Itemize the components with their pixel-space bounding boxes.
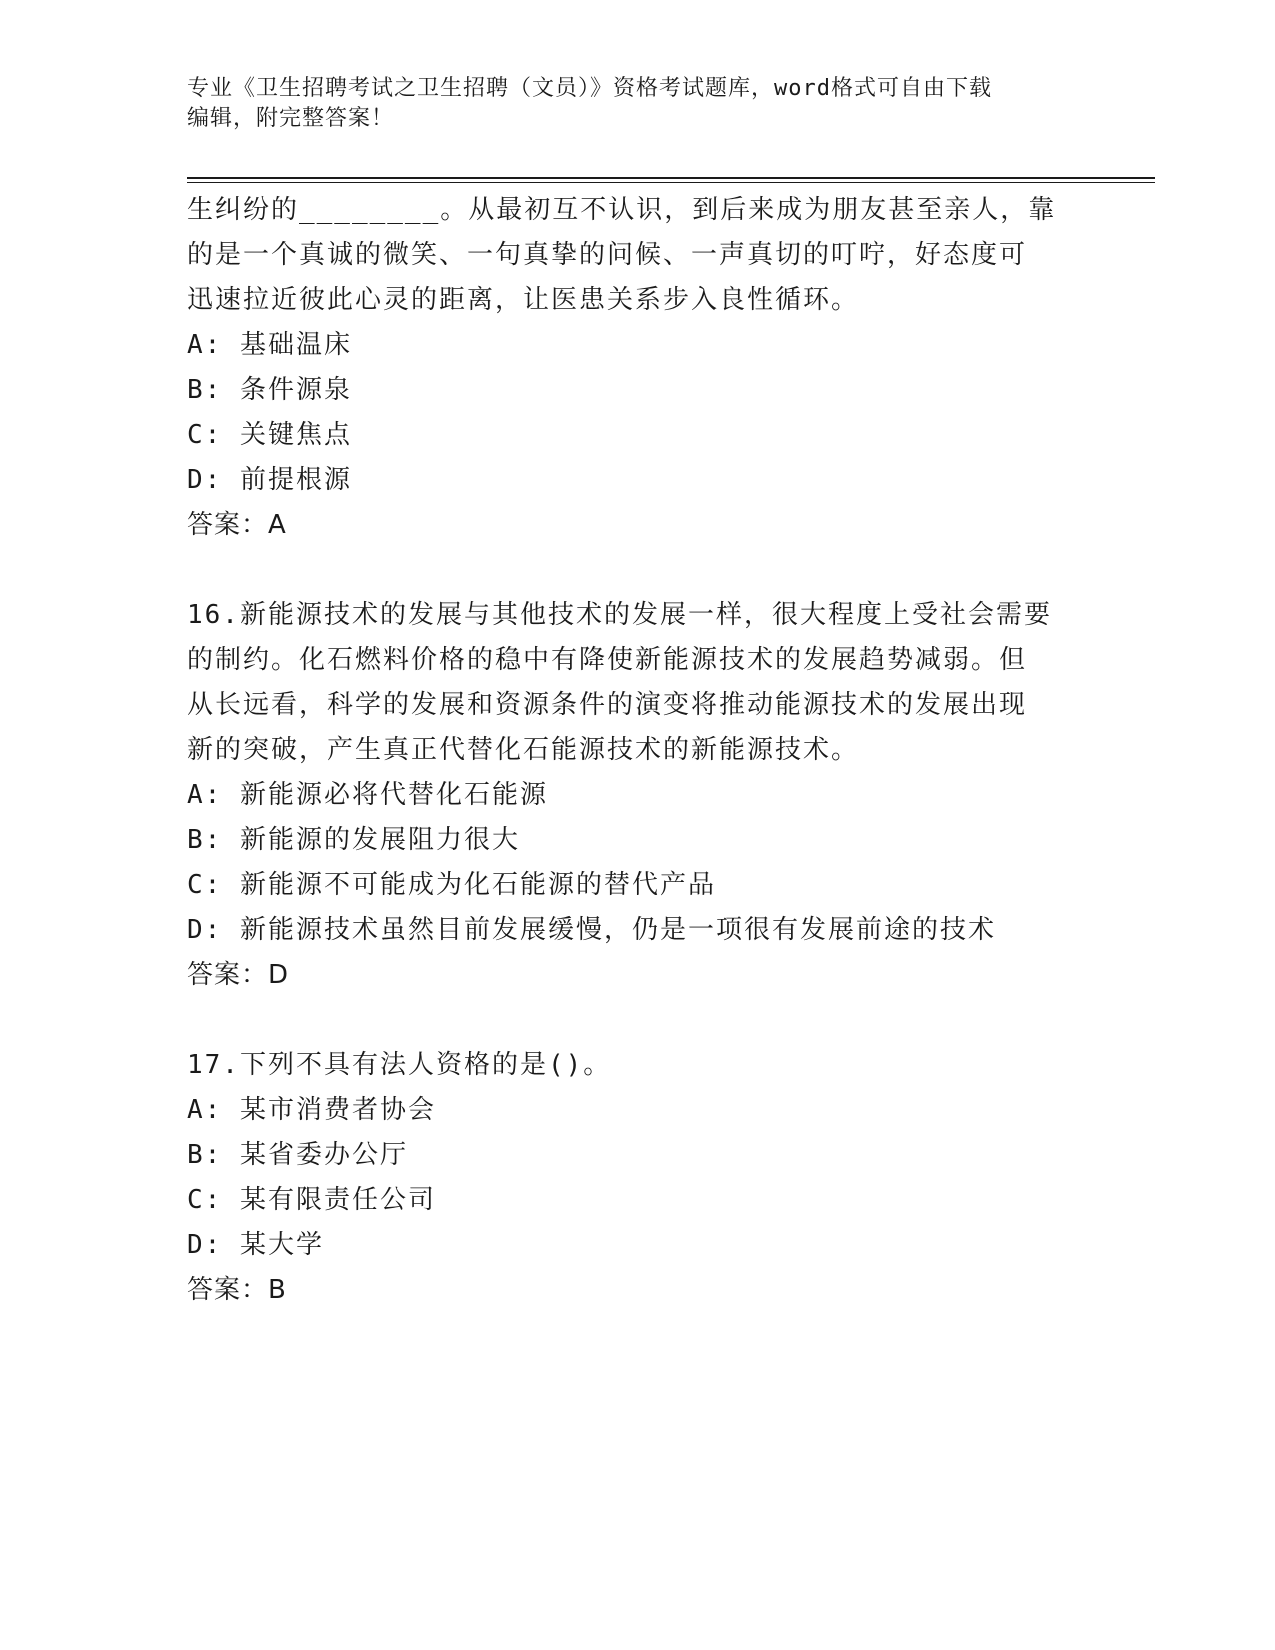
option-a: A: 某市消费者协会	[187, 1095, 436, 1125]
question-text-line: 16.新能源技术的发展与其他技术的发展一样，很大程度上受社会需要	[187, 600, 1052, 630]
answer-line: 答案：D	[187, 960, 290, 990]
header-line-2: 编辑，附完整答案！	[187, 106, 395, 131]
question-text-line: 迅速拉近彼此心灵的距离，让医患关系步入良性循环。	[187, 285, 860, 315]
question-text-line: 的是一个真诚的微笑、一句真挚的问候、一声真切的叮咛，好态度可	[187, 240, 1028, 270]
option-d: D: 新能源技术虽然目前发展缓慢，仍是一项很有发展前途的技术	[187, 915, 996, 945]
question-block	[187, 188, 1087, 548]
option-b: B: 某省委办公厅	[187, 1140, 408, 1170]
question-spacer	[187, 548, 1087, 593]
option-b: B: 新能源的发展阻力很大	[187, 825, 520, 855]
option-a: A: 新能源必将代替化石能源	[187, 780, 548, 810]
question-text-line: 从长远看，科学的发展和资源条件的演变将推动能源技术的发展出现	[187, 690, 1028, 720]
option-d: D: 前提根源	[187, 465, 352, 495]
header-divider-thick	[187, 177, 1155, 179]
question-block	[187, 593, 1087, 998]
answer-line: 答案：A	[187, 510, 287, 540]
answer-line: 答案：B	[187, 1275, 287, 1305]
question-text-line: 生纠纷的________。从最初互不认识，到后来成为朋友甚至亲人，靠	[187, 195, 1057, 225]
option-d: D: 某大学	[187, 1230, 324, 1260]
option-b: B: 条件源泉	[187, 375, 352, 405]
option-c: C: 某有限责任公司	[187, 1185, 436, 1215]
question-block	[187, 1043, 1087, 1313]
question-text-line: 17.下列不具有法人资格的是()。	[187, 1050, 612, 1080]
header-divider-thin	[187, 182, 1155, 183]
page-header	[187, 74, 1087, 134]
question-text-line: 新的突破，产生真正代替化石能源技术的新能源技术。	[187, 735, 860, 765]
option-a: A: 基础温床	[187, 330, 352, 360]
option-c: C: 关键焦点	[187, 420, 352, 450]
question-text-line: 的制约。化石燃料价格的稳中有降使新能源技术的发展趋势减弱。但	[187, 645, 1028, 675]
option-c: C: 新能源不可能成为化石能源的替代产品	[187, 870, 716, 900]
question-list	[187, 188, 1087, 1313]
header-line-1: 专业《卫生招聘考试之卫生招聘（文员）》资格考试题库，word格式可自由下载	[187, 76, 992, 101]
question-spacer	[187, 998, 1087, 1043]
